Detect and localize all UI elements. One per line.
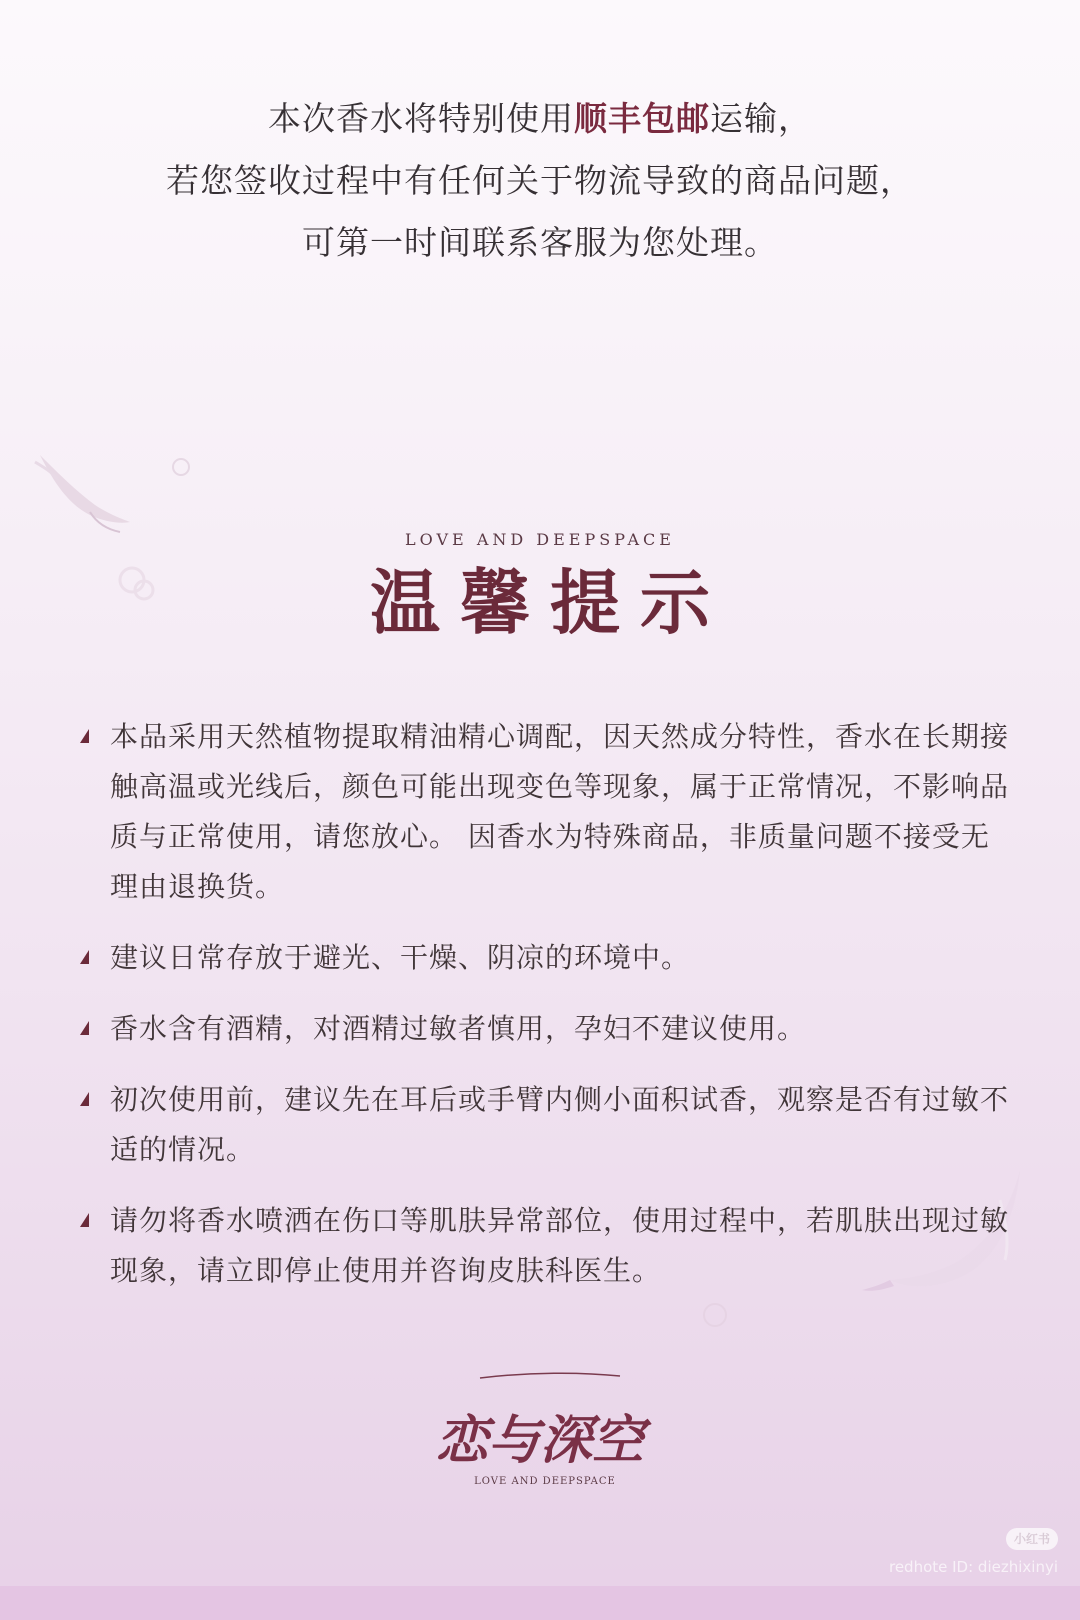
tip-text: 请勿将香水喷洒在伤口等肌肤异常部位，使用过程中，若肌肤出现过敏现象，请立即停止使用并咨询皮肤科医生。 [110,1204,1010,1287]
bottom-band [0,1586,1080,1620]
love-and-deepspace-logo [420,1370,660,1500]
tip-item [80,933,1010,983]
bullet-icon [80,729,89,743]
bullet-icon [80,950,89,964]
sf-express-highlight: 顺丰包邮 [574,99,710,138]
tips-list [80,712,1010,1317]
shipping-notice [0,88,1080,274]
koi-fish-left-decoration [30,450,150,540]
tip-text: 初次使用前，建议先在耳后或手臂内侧小面积试香，观察是否有过敏不适的情况。 [110,1083,1010,1166]
shipping-notice-line-1 [0,88,1080,150]
tip-item [80,1075,1010,1175]
logo-en-text: LOVE AND DEEPSPACE [474,1476,616,1487]
shipping-notice-line-3: 可第一时间联系客服为您处理。 [302,223,778,262]
watermark-badge: 小红书 [1006,1528,1058,1550]
shipping-text: 运输， [710,99,812,138]
bullet-icon [80,1092,89,1106]
tip-item [80,1004,1010,1054]
tips-title: 温馨提示 [370,561,730,644]
tips-subtitle: LOVE AND DEEPSPACE [405,530,675,549]
tips-header [0,530,1080,644]
tip-text: 建议日常存放于避光、干燥、阴凉的环境中。 [110,941,691,974]
shipping-notice-line-2: 若您签收过程中有任何关于物流导致的商品问题， [166,161,914,200]
shipping-text: 本次香水将特别使用 [268,99,574,138]
bubble-decoration [170,456,192,478]
tip-item [80,712,1010,912]
watermark-id: redhote ID: diezhixinyi [888,1558,1058,1576]
logo-cn-text: 恋与深空 [435,1410,645,1471]
tip-item [80,1196,1010,1296]
bullet-icon [80,1213,89,1227]
tip-text: 本品采用天然植物提取精油精心调配，因天然成分特性，香水在长期接触高温或光线后，颜色可能出现变色等现象，属于正常情况，不影响品质与正常使用，请您放心。 因香水为特殊商品，非质量问题不接受无理由退换货。 [110,720,1010,903]
bullet-icon [80,1021,89,1035]
tip-text: 香水含有酒精，对酒精过敏者慎用，孕妇不建议使用。 [110,1012,807,1045]
